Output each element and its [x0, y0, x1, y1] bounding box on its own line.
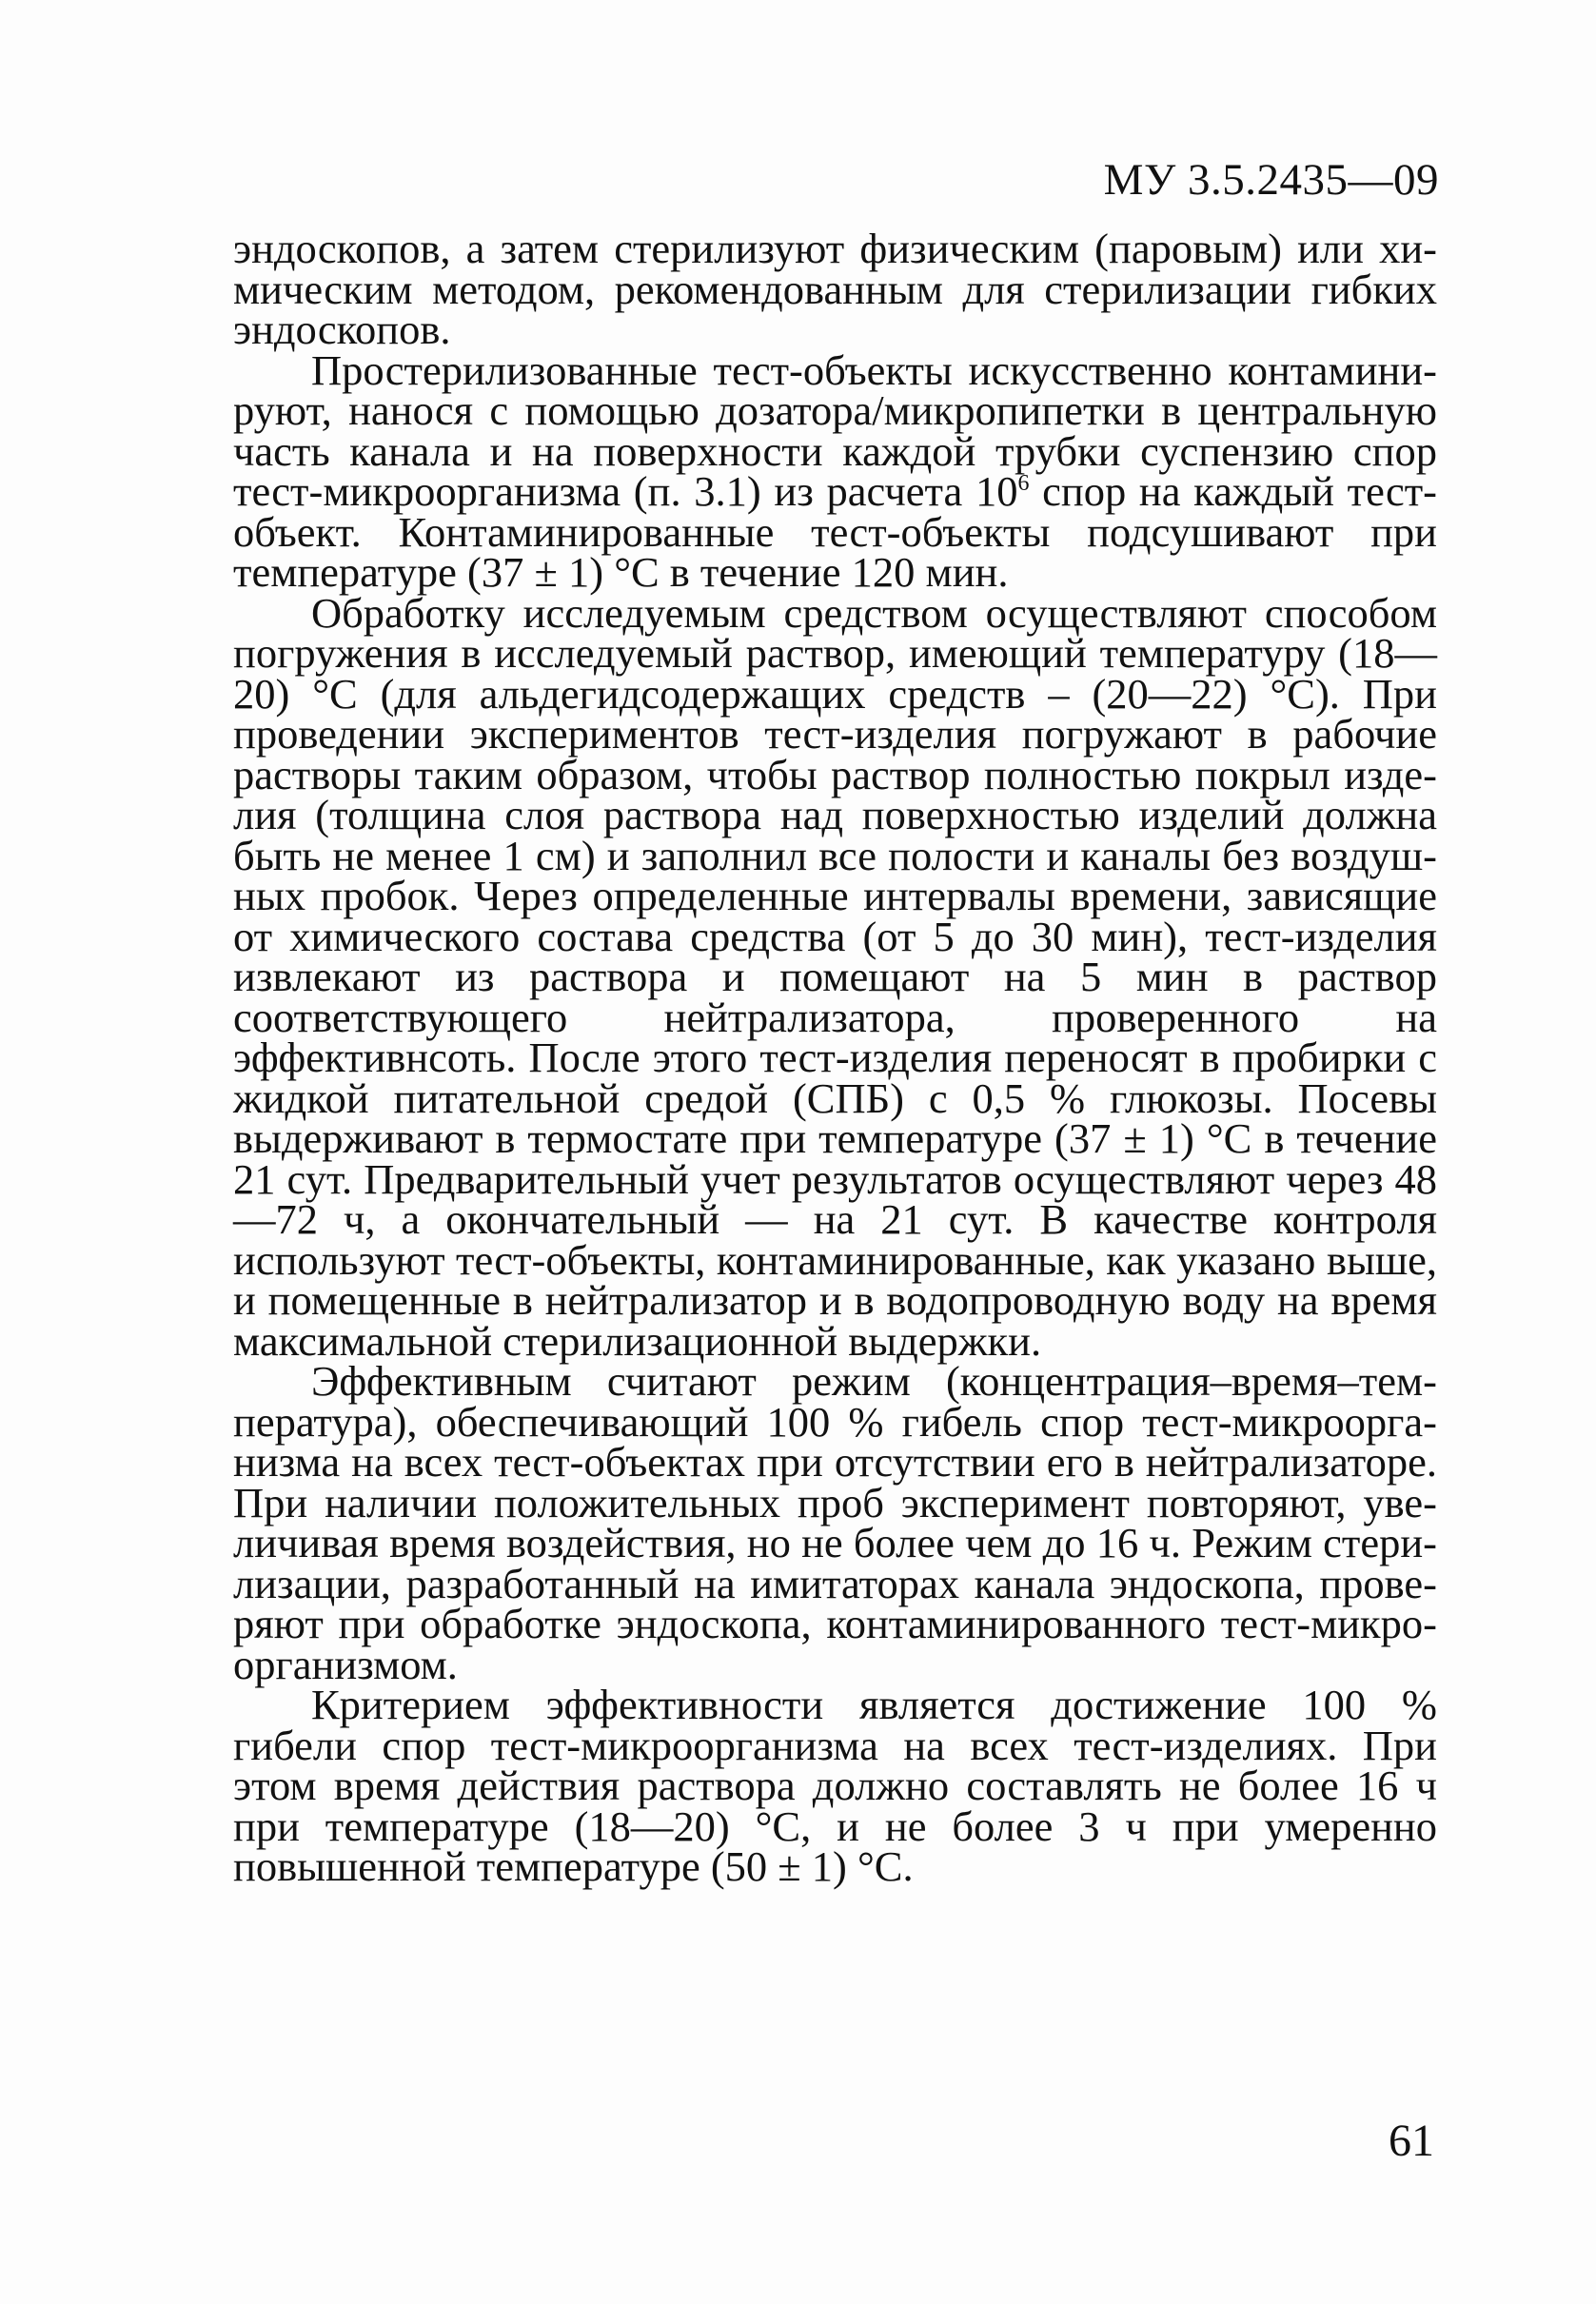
paragraph-treatment: Обработку исследуемым средством осуществляют способом погружения в исследуемый раствор, имеющий температуру (18—20) °С (для альдегидсодержащих средств – (20—22) °С). При проведении экспериментов тест-изделия погружают в рабочие растворы таким образом, чтобы раствор полностью покрыл изделия (толщина слоя раствора над поверхностью изделий должна быть не менее 1 см) и заполнил все полости и каналы без воздушных пробок. Через определенные интервалы времени, зависящие от химического состава средства (от 5 до 30 мин), тест-изделия извлекают из раствора и помещают на 5 мин в раствор соответствующего нейтрализатора, проверенного на эффективнсоть. После этого тест-изделия переносят в пробирки с жидкой питательной средой (СПБ) с 0,5 % глюкозы. Посевы выдерживают в термостате при температуре (37 ± 1) °С в течение 21 сут. Предварительный учет результатов осуществляют через 48—72 ч, а окончательный — на 21 сут. В качестве контроля используют тест-объекты, контаминированные, как указано выше, и помещенные в нейтрализатор и в водопроводную воду на время максимальной стерилизационной выдержки.: [233, 588, 1437, 1365]
page-number: 61: [1389, 2116, 1434, 2166]
paragraph-contamination-text-end: спор на каждый тест-объект. Контаминированные тест-объекты подсушивают при температуре (37 ± 1) °С в течение 120 мин.: [233, 467, 1437, 596]
paragraph-effective-regime: Эффективным считают режим (концентрация–время–температура), обеспечивающий 100 % гибель спор тест-микроорганизма на всех тест-объектах при отсутствии его в нейтрализаторе. При наличии положительных проб эксперимент повторяют, увеличивая время воздействия, но не более чем до 16 ч. Режим стерилизации, разработанный на имитаторах канала эндоскопа, проверяют при обработке эндоскопа, контаминированного тест-микроорганизмом.: [233, 1357, 1437, 1688]
spore-count-exponent: 6: [1017, 471, 1030, 496]
paragraph-contamination: [233, 345, 1437, 596]
paragraph-criterion: Критерием эффективности является достижение 100 % гибели спор тест-микроорганизма на всех тест-изделиях. При этом время действия раствора должно составлять не более 16 ч при температуре (18—20) °С, и не более 3 ч при умеренно повышенной температуре (50 ± 1) °С.: [233, 1681, 1437, 1890]
paragraph-contamination-text: Простерилизованные тест-объекты искусственно контаминируют, нанося с помощью дозатора/микропипетки в центральную часть канала и на поверхности каждой трубки суспензию спор тест-микроорганизма (п. 3.1) из расчета: [233, 345, 1437, 515]
running-header: МУ 3.5.2435—09: [1103, 155, 1439, 205]
paragraph-continuation: эндоскопов, а затем стерилизуют физическим (паровым) или химическим методом, рекомендованным для стерилизации гибких эндоскопов.: [233, 225, 1437, 353]
spore-count-base: 10: [975, 467, 1018, 515]
body-text: [233, 225, 1437, 1890]
